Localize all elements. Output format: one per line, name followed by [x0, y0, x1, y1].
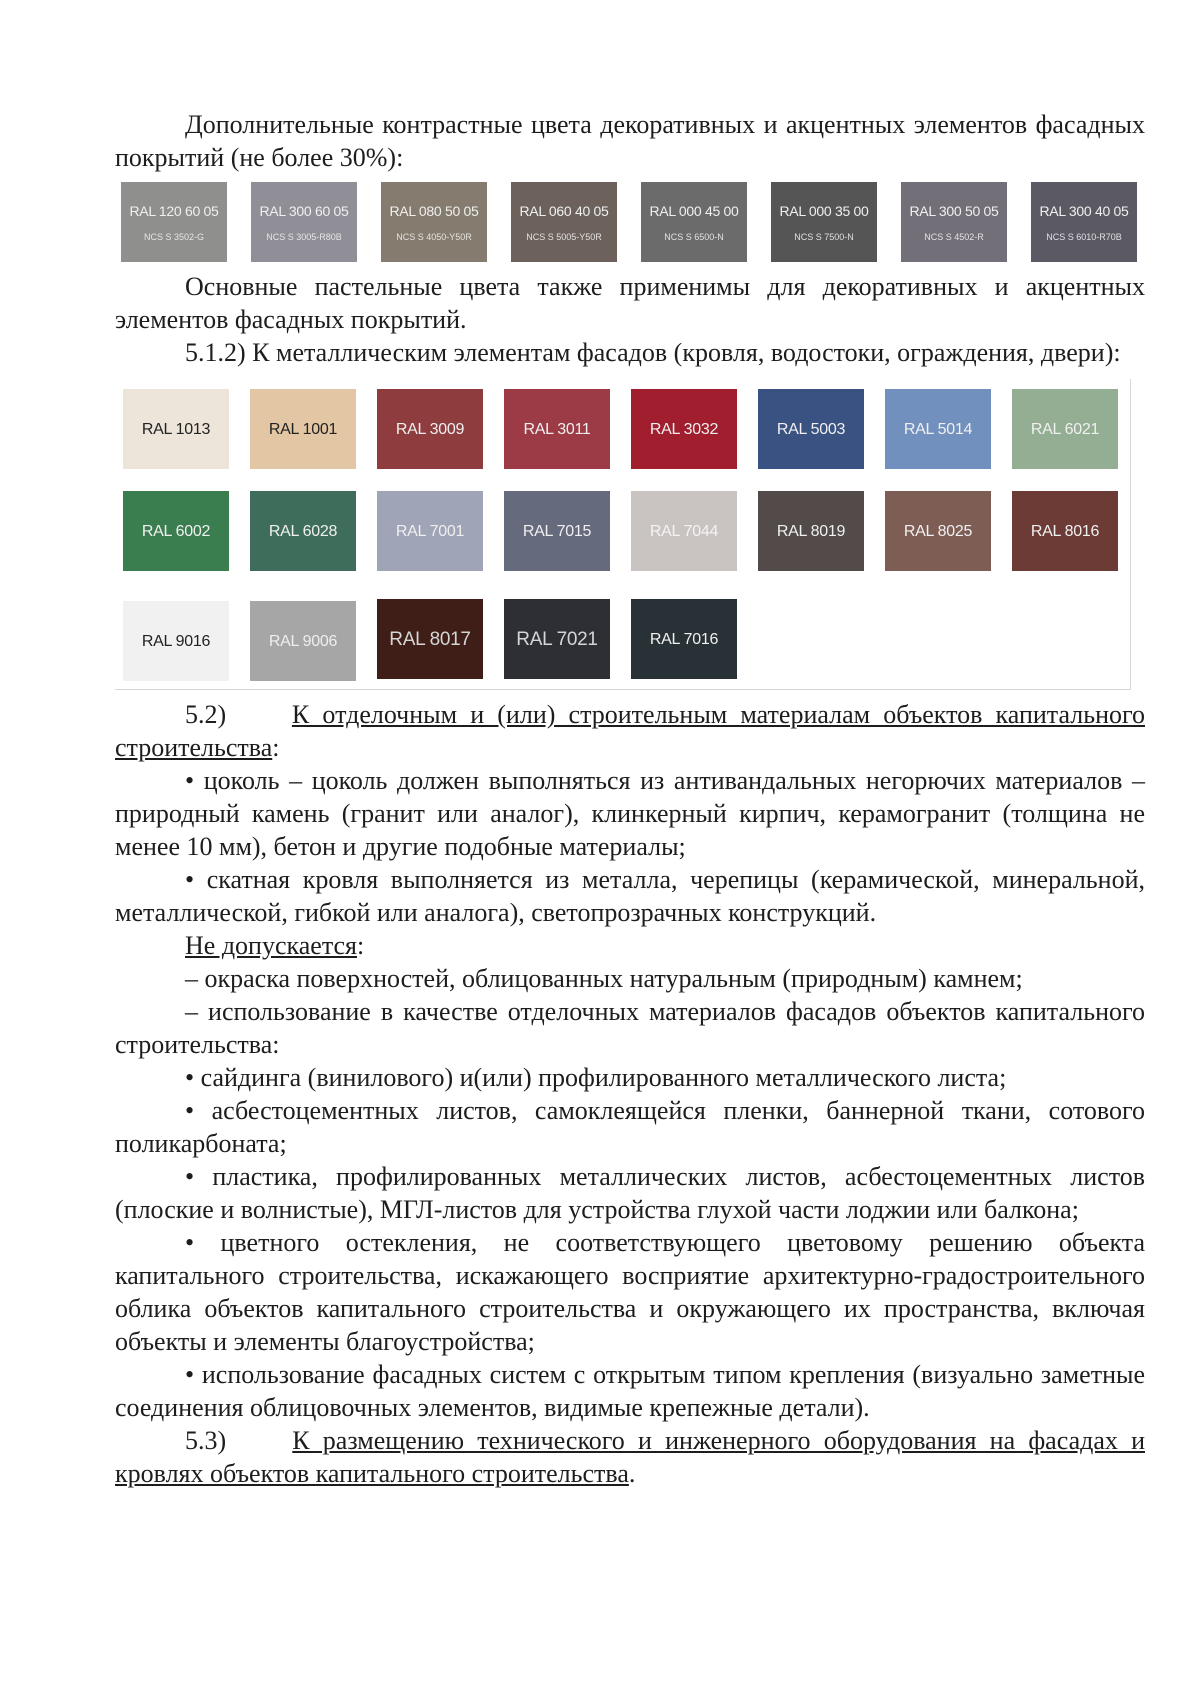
paragraph-pastel-colors: Основные пастельные цвета также применимы для декоративных и акцентных элементов фасадных покрытий. [115, 272, 1145, 334]
metal-swatch: RAL 7044 [631, 491, 737, 571]
metal-swatch: RAL 9016 [123, 601, 229, 681]
ncs-code: NCS S 3502-G [143, 231, 205, 242]
metal-swatch: RAL 6028 [250, 491, 356, 571]
ncs-code: NCS S 4502-R [924, 231, 984, 242]
ral-code: RAL 000 45 00 [649, 202, 739, 219]
ncs-code: NCS S 6500-N [664, 231, 724, 242]
dash-item-materials: – использование в качестве отделочных материалов фасадов объектов капитального строительства: [115, 997, 1145, 1059]
ral-code: RAL 300 40 05 [1039, 202, 1129, 219]
bullet-roof: • скатная кровля выполняется из металла, черепицы (керамической, минеральной, металлической, гибкой или аналога), светопрозрачных конструкций. [115, 865, 1145, 927]
bullet-glazing: • цветного остекления, не соответствующего цветовому решению объекта капитального строительства, искажающего восприятие архитектурно-градостроительного облика объектов капитального строительства и окружающего их пространства, включая объекты и элементы благоустройства; [115, 1228, 1145, 1356]
metal-swatch: RAL 7001 [377, 491, 483, 571]
metal-swatch: RAL 8019 [758, 491, 864, 571]
metal-swatch: RAL 1001 [250, 389, 356, 469]
metal-swatch: RAL 7015 [504, 491, 610, 571]
not-allowed-label: Не допускается [185, 931, 357, 960]
not-allowed-heading: Не допускается: [185, 931, 365, 960]
ncs-code: NCS S 7500-N [794, 231, 854, 242]
ncs-code: NCS S 5005-Y50R [526, 231, 602, 242]
document-page [115, 108, 1145, 1490]
accent-swatch [381, 182, 487, 262]
dash-item-painting: – окраска поверхностей, облицованных натуральным (природным) камнем; [185, 964, 1023, 993]
metal-color-palette [115, 379, 1131, 690]
accent-swatch [901, 182, 1007, 262]
bullet-plinth: • цоколь – цоколь должен выполняться из антивандальных негорючих материалов – природный камень (гранит или аналог), клинкерный кирпич, керамогранит (толщина не менее 10 мм), бетон и другие подобные материалы; [115, 766, 1145, 861]
bullet-asbestos: • асбестоцементных листов, самоклеящейся пленки, баннерной ткани, сотового поликарбоната; [115, 1096, 1145, 1158]
metal-swatch: RAL 7021 [504, 599, 610, 679]
ncs-code: NCS S 4050-Y50R [396, 231, 472, 242]
ral-code: RAL 060 40 05 [519, 202, 609, 219]
metal-swatch: RAL 8016 [1012, 491, 1118, 571]
metal-swatch: RAL 3009 [377, 389, 483, 469]
metal-swatch: RAL 1013 [123, 389, 229, 469]
section-number: 5.3) [185, 1426, 227, 1455]
ral-code: RAL 080 50 05 [389, 202, 479, 219]
metal-swatch: RAL 7016 [631, 599, 737, 679]
paragraph-accent-colors: Дополнительные контрастные цвета декоративных и акцентных элементов фасадных покрытий (не более 30%): [115, 110, 1145, 172]
metal-swatch: RAL 8017 [377, 599, 483, 679]
section-title: К размещению технического и инженерного оборудования на фасадах и кровлях объектов капитального строительства [115, 1426, 1146, 1488]
metal-swatch: RAL 9006 [250, 601, 356, 681]
bullet-siding: • сайдинга (винилового) и(или) профилированного металлического листа; [185, 1063, 1007, 1092]
metal-swatch: RAL 6002 [123, 491, 229, 571]
ral-code: RAL 000 35 00 [779, 202, 869, 219]
accent-swatch [121, 182, 227, 262]
bullet-plastic: • пластика, профилированных металлических листов, асбестоцементных листов (плоские и волнистые), МГЛ-листов для устройства глухой части лоджии или балкона; [115, 1162, 1145, 1224]
accent-swatch [511, 182, 617, 262]
section-5-2-heading: 5.2) К отделочным и (или) строительным материалам объектов капитального строительства: [115, 700, 1146, 762]
metal-swatch: RAL 3032 [631, 389, 737, 469]
ncs-code: NCS S 6010-R70B [1046, 231, 1122, 242]
accent-swatch [771, 182, 877, 262]
ral-code: RAL 300 60 05 [259, 202, 349, 219]
paragraph-metal-elements: 5.1.2) К металлическим элементам фасадов (кровля, водостоки, ограждения, двери): [185, 338, 1121, 367]
accent-swatch [251, 182, 357, 262]
ral-code: RAL 300 50 05 [909, 202, 999, 219]
metal-swatch: RAL 6021 [1012, 389, 1118, 469]
accent-swatch [641, 182, 747, 262]
ral-code: RAL 120 60 05 [129, 202, 219, 219]
metal-swatch: RAL 5003 [758, 389, 864, 469]
accent-swatch [1031, 182, 1137, 262]
accent-swatch-row [121, 182, 1145, 262]
metal-swatch: RAL 8025 [885, 491, 991, 571]
ncs-code: NCS S 3005-R80B [266, 231, 342, 242]
bullet-facade-systems: • использование фасадных систем с открытым типом крепления (визуально заметные соединения облицовочных элементов, видимые крепежные детали). [115, 1360, 1145, 1422]
metal-swatch: RAL 3011 [504, 389, 610, 469]
section-5-3-heading: 5.3) К размещению технического и инженерного оборудования на фасадах и кровлях объектов капитального строительства. [115, 1426, 1146, 1488]
section-title: К отделочным и (или) строительным материалам объектов капитального строительства [115, 700, 1146, 762]
section-number: 5.2) [185, 700, 227, 729]
metal-swatch: RAL 5014 [885, 389, 991, 469]
